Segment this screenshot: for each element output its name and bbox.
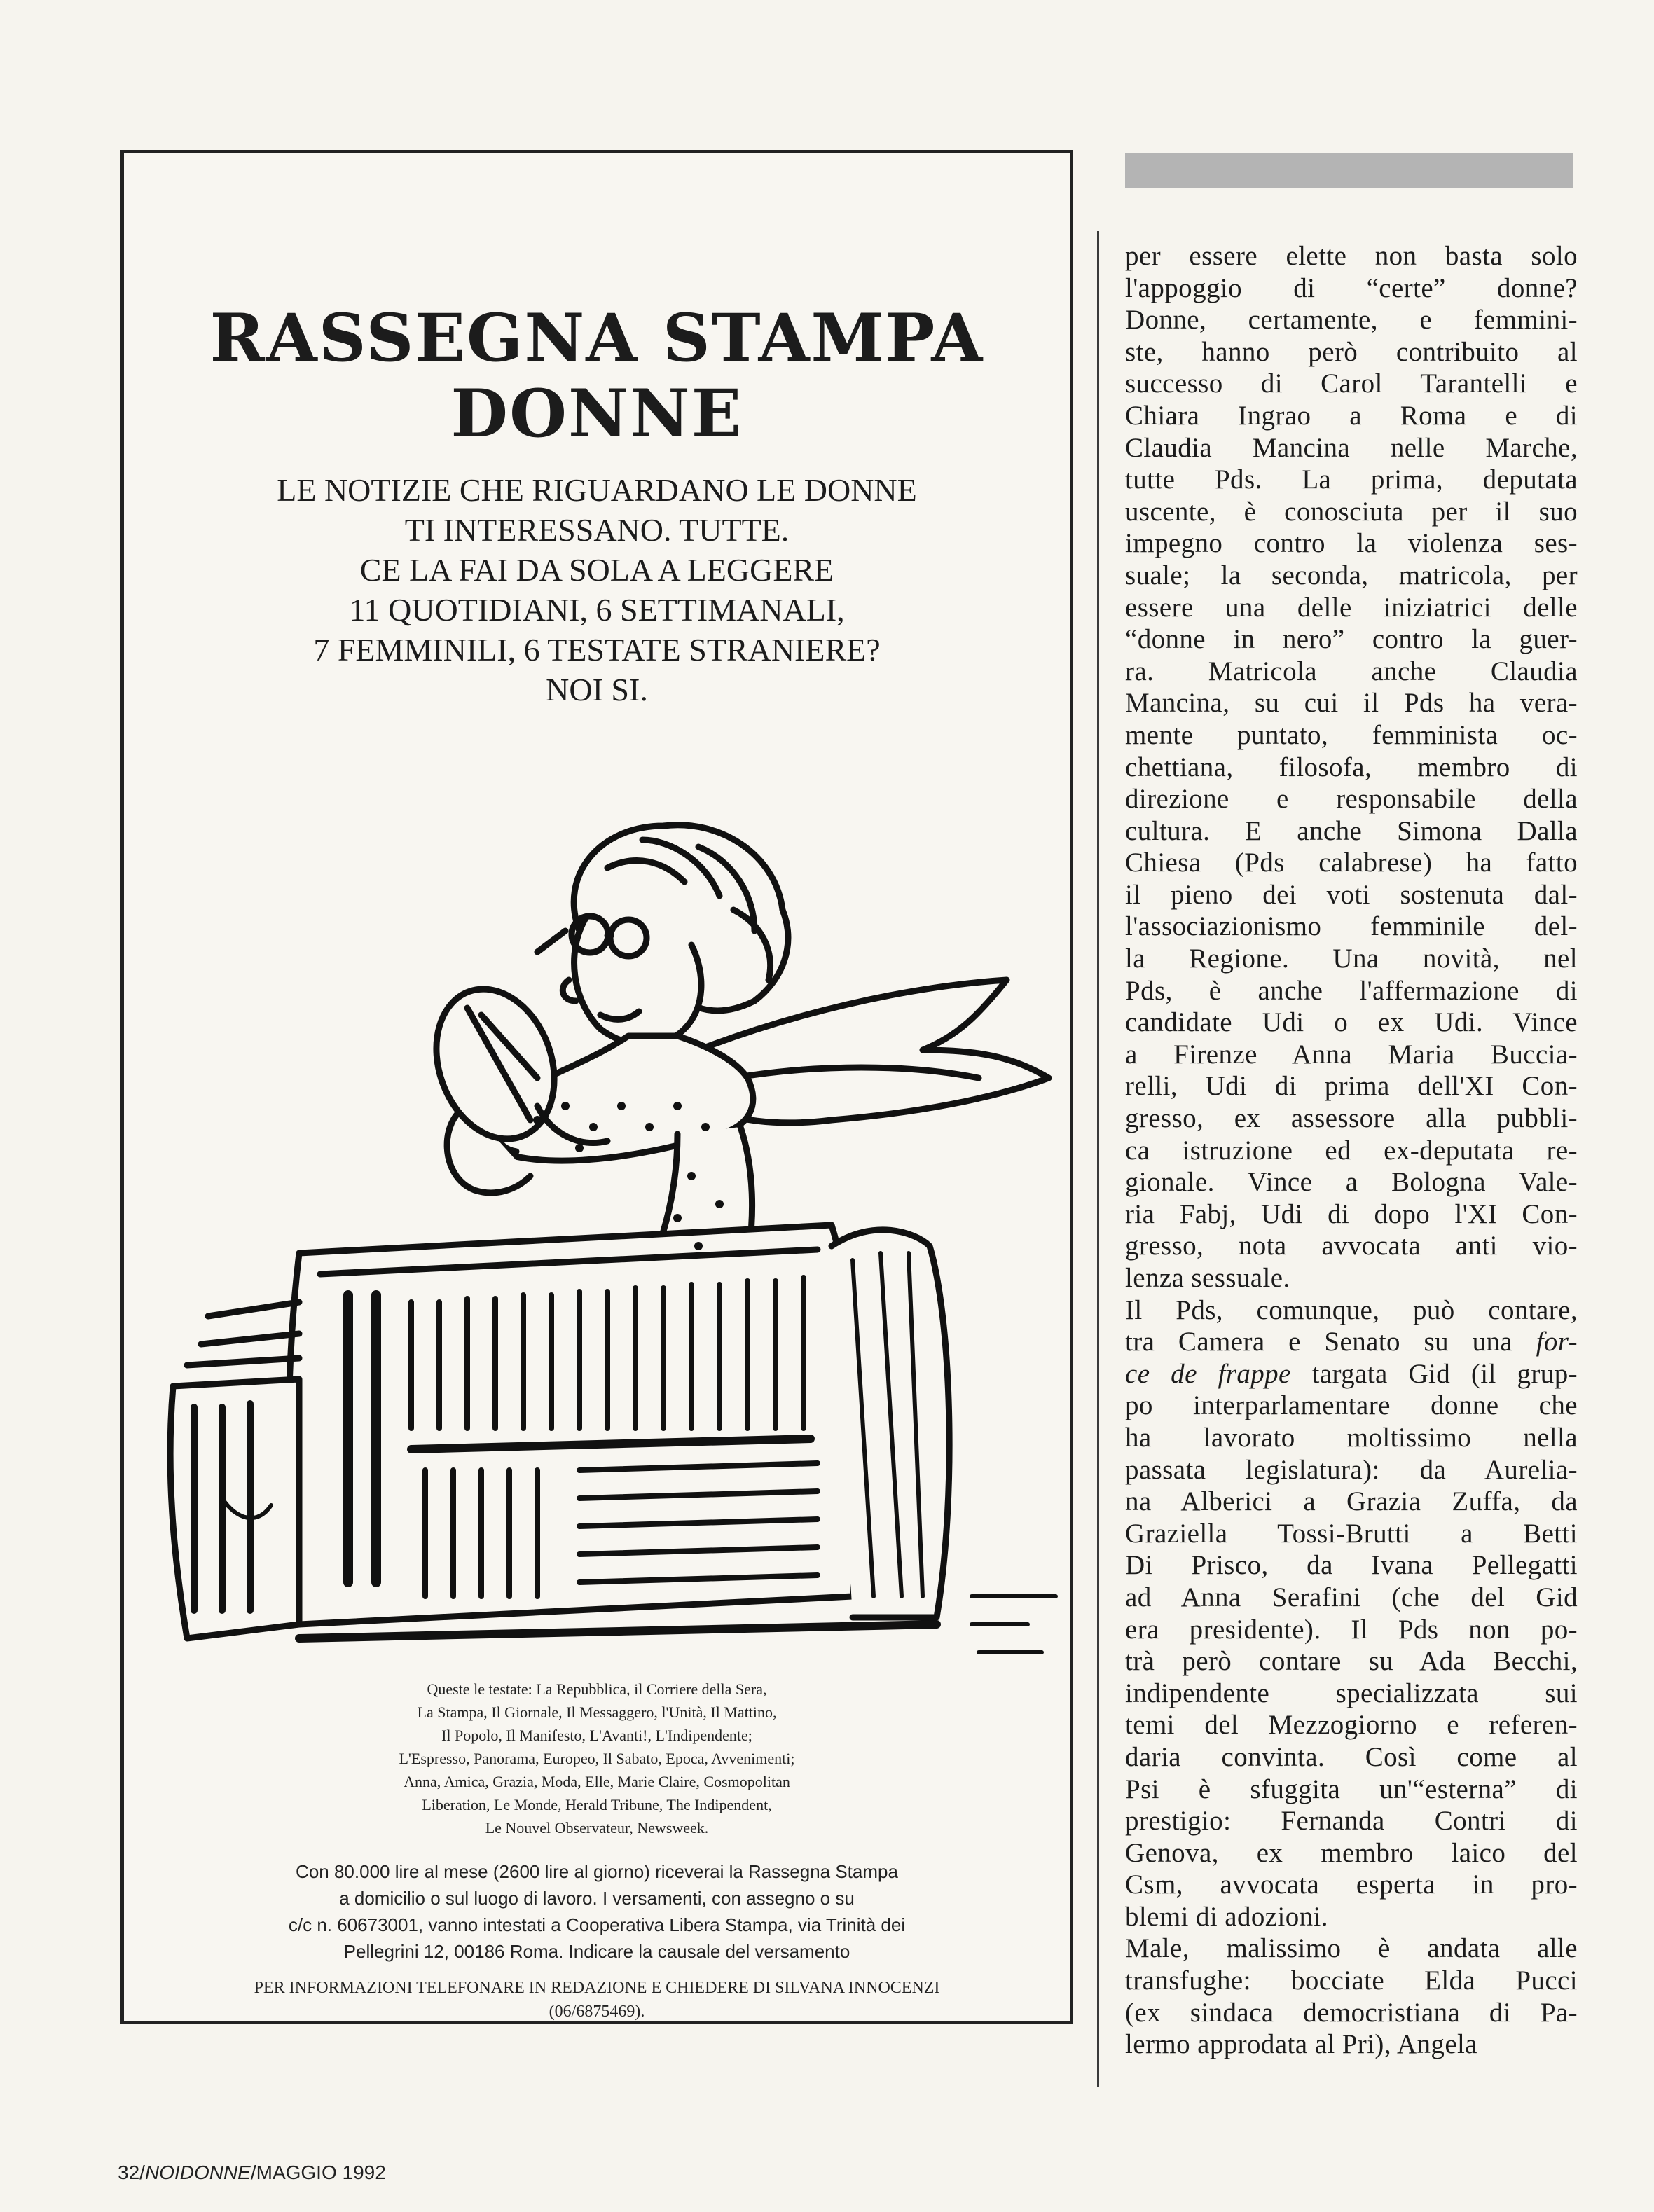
article-line: uscente, è conosciuta per il suo: [1125, 496, 1578, 527]
ad-sources-line: L'Espresso, Panorama, Europeo, Il Sabato, Epoca, Avvenimenti;: [399, 1750, 795, 1767]
ad-tagline-line: 11 QUOTIDIANI, 6 SETTIMANALI,: [349, 592, 845, 628]
article-line: ste, hanno però contribuito al: [1125, 336, 1578, 367]
ad-title-line-1: RASSEGNA STAMPA: [209, 300, 984, 377]
article-line: candidate Udi o ex Udi. Vince: [1125, 1007, 1578, 1038]
ad-tagline: [124, 470, 1070, 710]
article-line: Genova, ex membro laico del: [1125, 1837, 1578, 1868]
advertisement: [120, 150, 1073, 2024]
issue-date: /MAGGIO 1992: [250, 2162, 386, 2183]
article-line: Psi è sfuggita un'“esterna” di: [1125, 1774, 1578, 1804]
article-italic-text: for-: [1536, 1327, 1578, 1357]
ad-subscription-line: c/c n. 60673001, vanno intestati a Cooperativa Libera Stampa, via Trinità dei: [288, 1914, 906, 1935]
article-line: ca istruzione ed ex-deputata re-: [1125, 1135, 1578, 1166]
column-header-bar: [1125, 153, 1573, 188]
article-line: chettiana, filosofa, membro di: [1125, 752, 1578, 782]
article-line: (ex sindaca democristiana di Pa-: [1125, 1997, 1578, 2028]
ad-contact-line: PER INFORMAZIONI TELEFONARE IN REDAZIONE E CHIEDERE DI SILVANA INNOCENZI: [254, 1979, 940, 1997]
ad-sources-line: La Stampa, Il Giornale, Il Messaggero, l'Unità, Il Mattino,: [417, 1703, 777, 1721]
ad-sources-line: Le Nouvel Observateur, Newsweek.: [485, 1819, 709, 1837]
ad-sources-line: Queste le testate: La Repubblica, il Corriere della Sera,: [427, 1680, 767, 1698]
magazine-name: NOIDONNE: [144, 2162, 251, 2183]
article-line: Il Pds, comunque, può contare,: [1125, 1294, 1578, 1325]
article-line: gionale. Vince a Bologna Vale-: [1125, 1167, 1578, 1198]
article-line: successo di Carol Tarantelli e: [1125, 368, 1578, 399]
article-line: gresso, nota avvocata anti vio-: [1125, 1231, 1578, 1261]
ad-tagline-line: NOI SI.: [546, 672, 648, 707]
article-line: tutte Pds. La prima, deputata: [1125, 464, 1578, 495]
ad-sources-list: [124, 1678, 1070, 1839]
newspaper-reader-illustration: [47, 686, 1091, 1778]
article-line: l'appoggio di “certe” donne?: [1125, 272, 1578, 303]
ad-subscription-line: Con 80.000 lire al mese (2600 lire al giorno) riceverai la Rassegna Stampa: [296, 1861, 898, 1882]
article-line: lenza sessuale.: [1125, 1263, 1290, 1293]
ad-tagline-line: CE LA FAI DA SOLA A LEGGERE: [359, 552, 834, 588]
ad-subscription-text: [124, 1858, 1070, 1965]
article-line: Graziella Tossi-Brutti a Betti: [1125, 1518, 1578, 1549]
article-line-text: tra Camera e Senato su una: [1125, 1327, 1513, 1357]
article-line: Mancina, su cui il Pds ha vera-: [1125, 688, 1578, 719]
article-line: a Firenze Anna Maria Buccia-: [1125, 1039, 1578, 1070]
ad-contact-line: (06/6875469).: [549, 2003, 645, 2021]
article-line: na Alberici a Grazia Zuffa, da: [1125, 1486, 1578, 1517]
article-line: indipendente specializzata sui: [1125, 1678, 1578, 1708]
article-line: l'associazionismo femminile del-: [1125, 911, 1578, 942]
article-line: Chiara Ingrao a Roma e di: [1125, 400, 1578, 431]
article-line: Male, malissimo è andata alle: [1125, 1933, 1578, 1964]
ad-subscription-line: Pellegrini 12, 00186 Roma. Indicare la causale del versamento: [343, 1941, 850, 1962]
article-line: trà però contare su Ada Becchi,: [1125, 1646, 1578, 1677]
article-line: daria convinta. Così come al: [1125, 1741, 1578, 1772]
article-line: prestigio: Fernanda Contri di: [1125, 1806, 1578, 1837]
article-line: ad Anna Serafini (che del Gid: [1125, 1582, 1578, 1612]
article-text: [1125, 240, 1578, 2061]
ad-tagline-line: LE NOTIZIE CHE RIGUARDANO LE DONNE: [277, 472, 917, 508]
article-line: transfughe: bocciate Elda Pucci: [1125, 1965, 1578, 1996]
article-line: passata legislatura): da Aurelia-: [1125, 1454, 1578, 1485]
article-line: ria Fabj, Udi di dopo l'XI Con-: [1125, 1198, 1578, 1229]
ad-contact-info: [124, 1976, 1070, 2024]
article-line: lermo approdata al Pri), Angela: [1125, 2029, 1477, 2060]
article-line: Pds, è anche l'affermazione di: [1125, 975, 1578, 1006]
article-line: direzione e responsabile della: [1125, 784, 1578, 815]
article-line: po interparlamentare donne che: [1125, 1390, 1578, 1421]
article-line: Csm, avvocata esperta in pro-: [1125, 1869, 1578, 1900]
article-line: essere una delle iniziatrici delle: [1125, 592, 1578, 623]
article-line: suale; la seconda, matricola, per: [1125, 560, 1578, 590]
article-line: ce de frappe targata Gid (il grup-: [1125, 1358, 1578, 1389]
page-footer: [118, 2162, 386, 2184]
article-line: temi del Mezzogiorno e referen-: [1125, 1710, 1578, 1741]
ad-subscription-line: a domicilio o sul luogo di lavoro. I versamenti, con assegno o su: [339, 1888, 855, 1909]
article-line: ha lavorato moltissimo nella: [1125, 1422, 1578, 1453]
article-line: ra. Matricola anche Claudia: [1125, 656, 1578, 686]
article-line: [1125, 1326, 1578, 1358]
article-line: per essere elette non basta solo: [1125, 241, 1578, 271]
ad-title: [124, 300, 1070, 452]
ad-sources-line: Il Popolo, Il Manifesto, L'Avanti!, L'Indipendente;: [441, 1727, 752, 1744]
article-line: la Regione. Una novità, nel: [1125, 943, 1578, 974]
article-line: il pieno dei voti sostenuta dal-: [1125, 879, 1578, 910]
article-line: “donne in nero” contro la guer-: [1125, 624, 1578, 655]
ad-tagline-line: 7 FEMMINILI, 6 TESTATE STRANIERE?: [313, 632, 881, 668]
article-line: Chiesa (Pds calabrese) ha fatto: [1125, 848, 1578, 878]
article-line: cultura. E anche Simona Dalla: [1125, 815, 1578, 846]
article-line: Claudia Mancina nelle Marche,: [1125, 432, 1578, 463]
ad-sources-line: Anna, Amica, Grazia, Moda, Elle, Marie Claire, Cosmopolitan: [404, 1773, 790, 1790]
article-line: relli, Udi di prima dell'XI Con-: [1125, 1071, 1578, 1102]
ad-title-line-2: DONNE: [450, 375, 743, 452]
article-line: Donne, certamente, e femmini-: [1125, 305, 1578, 336]
ad-sources-line: Liberation, Le Monde, Herald Tribune, The Indipendent,: [422, 1796, 772, 1813]
article-line: mente puntato, femminista oc-: [1125, 719, 1578, 750]
ad-tagline-line: TI INTERESSANO. TUTTE.: [404, 512, 790, 548]
article-line: Di Prisco, da Ivana Pellegatti: [1125, 1550, 1578, 1581]
article-italic-text: ce de frappe: [1125, 1358, 1291, 1389]
article-line: blemi di adozioni.: [1125, 1901, 1328, 1932]
column-divider: [1097, 231, 1099, 2087]
page-number: 32/: [118, 2162, 145, 2183]
article-line: gresso, ex assessore alla pubbli-: [1125, 1103, 1578, 1134]
article-line: era presidente). Il Pds non po-: [1125, 1614, 1578, 1645]
article-line: impegno contro la violenza ses-: [1125, 528, 1578, 559]
